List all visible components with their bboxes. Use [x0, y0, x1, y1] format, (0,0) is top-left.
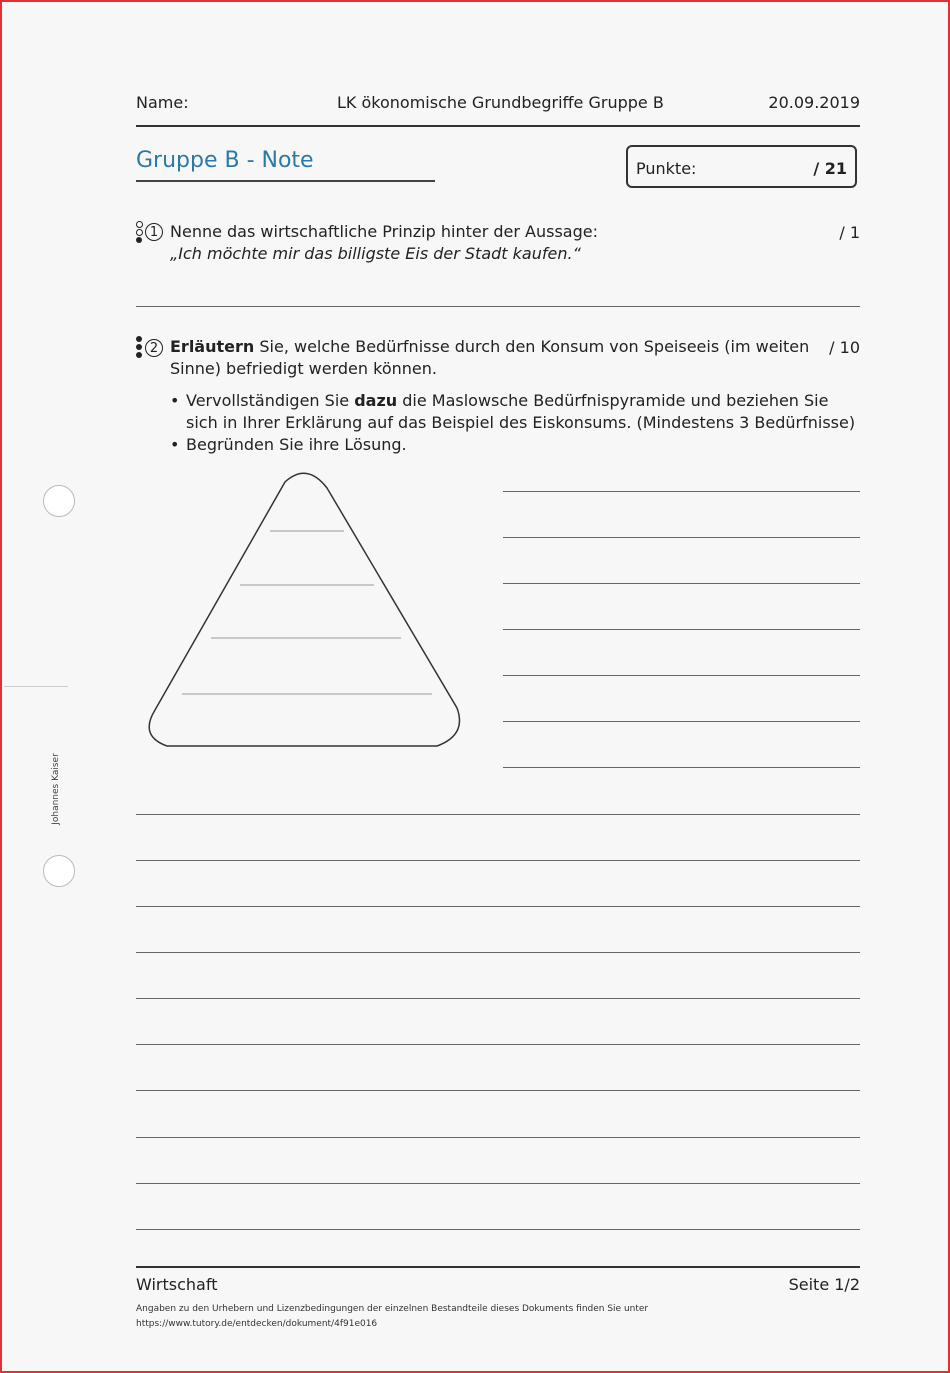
answer-line [136, 306, 860, 307]
answer-line [136, 1137, 860, 1138]
question-2-text [170, 336, 810, 380]
task-2-text: Begründen Sie ihre Lösung. [186, 435, 407, 454]
answer-line [503, 491, 860, 492]
question-1-text: Nenne das wirtschaftliche Prinzip hinter der Aussage: [170, 222, 598, 241]
task-list [170, 390, 860, 456]
task-1-keyword: dazu [354, 391, 398, 410]
task-item [170, 434, 860, 456]
answer-line [503, 721, 860, 722]
section-title: Gruppe B - Note [136, 148, 314, 173]
author-name: Johannes Kaiser [50, 753, 61, 825]
answer-line [136, 814, 860, 815]
question-2-number: 2 [145, 339, 163, 357]
answer-line [136, 1183, 860, 1184]
points-total: / 21 [813, 159, 847, 178]
name-label: Name: [136, 93, 189, 112]
question-1-number: 1 [145, 223, 163, 241]
title-underline [136, 180, 435, 182]
points-label: Punkte: [636, 159, 697, 178]
answer-line [136, 998, 860, 999]
question-2-keyword: Erläutern [170, 337, 255, 356]
header-rule [136, 125, 860, 127]
answer-line [503, 537, 860, 538]
answer-line [503, 767, 860, 768]
points-box [626, 145, 857, 188]
document-title: LK ökonomische Grundbegriffe Gruppe B [337, 93, 664, 112]
task-1-text: Vervollständigen Sie [186, 391, 355, 410]
question-2-rest: Sie, welche Bedürfnisse durch den Konsum von Speiseeis (im weiten Sinne) befriedigt werden können. [170, 337, 810, 378]
punch-hole [43, 855, 75, 887]
answer-line [136, 860, 860, 861]
answer-line [503, 583, 860, 584]
question-2-score: / 10 [829, 338, 860, 357]
footer-credits: Angaben zu den Urhebern und Lizenzbedingungen der einzelnen Bestandteile dieses Dokuments finden Sie unter [136, 1304, 649, 1314]
punch-hole [43, 485, 75, 517]
answer-line [136, 906, 860, 907]
task-item [170, 390, 860, 434]
answer-line [503, 629, 860, 630]
footer-subject: Wirtschaft [136, 1275, 218, 1294]
footer-rule [136, 1266, 860, 1268]
answer-line [136, 1044, 860, 1045]
question-1-quote: „Ich möchte mir das billigste Eis der Stadt kaufen.“ [170, 244, 581, 263]
document-date: 20.09.2019 [768, 93, 860, 112]
answer-line [503, 675, 860, 676]
question-1-score: / 1 [839, 223, 860, 242]
task-1-rest: die Maslowsche Bedürfnispyramide und beziehen Sie sich in Ihrer Erklärung auf das Beispiel des Eiskonsums. (Mindestens 3 Bedürfnisse) [186, 391, 856, 432]
answer-line [136, 1090, 860, 1091]
footer-credits-url: https://www.tutory.de/entdecken/dokument/4f91e016 [136, 1319, 378, 1329]
pyramid-outline [149, 473, 459, 746]
maslow-pyramid [145, 470, 470, 755]
fold-mark [4, 686, 68, 687]
answer-line [136, 1229, 860, 1230]
answer-line [136, 952, 860, 953]
footer-page-number: Seite 1/2 [788, 1275, 860, 1294]
